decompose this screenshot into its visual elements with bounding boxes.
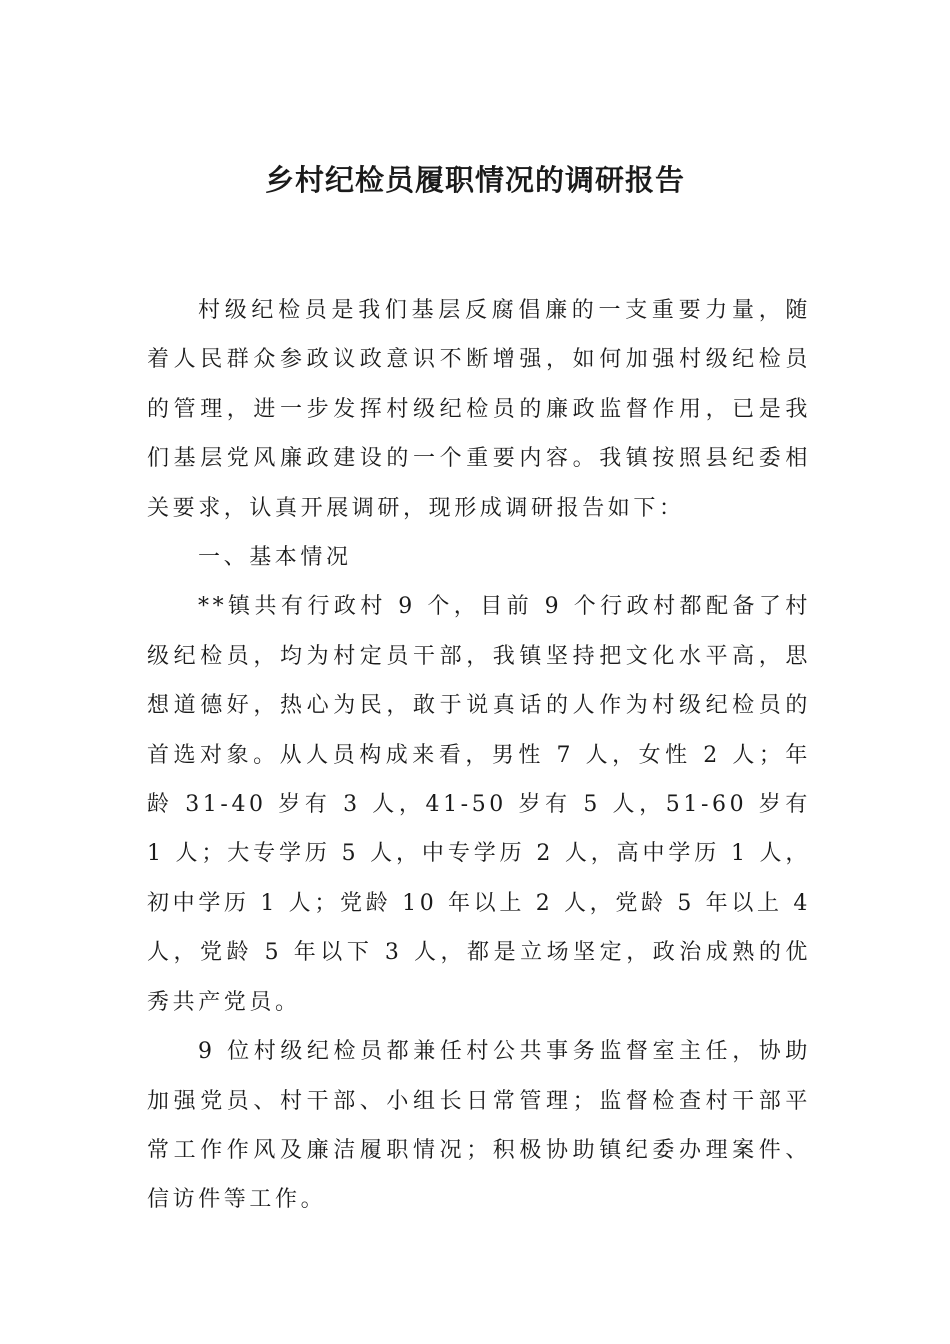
paragraph-duties: 9 位村级纪检员都兼任村公共事务监督室主任，协助加强党员、村干部、小组长日常管理；监督检查村干部平常工作作风及廉洁履职情况；积极协助镇纪委办理案件、信访件等工作。 [147, 1039, 811, 1213]
section-heading-basic-situation: 一、基本情况 [198, 545, 352, 571]
paragraph-intro: 村级纪检员是我们基层反腐倡廉的一支重要力量，随着人民群众参政议政意识不断增强，如何加强村级纪检员的管理，进一步发挥村级纪检员的廉政监督作用，已是我们基层党风廉政建设的一个重要内容。我镇按照县纪委相关要求，认真开展调研，现形成调研报告如下： [147, 298, 811, 521]
document-body [147, 286, 811, 1225]
document-title: 乡村纪检员履职情况的调研报告 [264, 163, 685, 197]
paragraph-staff-composition: **镇共有行政村 9 个，目前 9 个行政村都配备了村级纪检员，均为村定员干部，我镇坚持把文化水平高，思想道德好，热心为民，敢于说真话的人作为村级纪检员的首选对象。从人员构成来看，男性 7 人，女性 2 人；年龄 31-40 岁有 3 人，41-50 岁有 5 人，51-60 岁有 1 人；大专学历 5 人，中专学历 2 人，高中学历 1 人，初中学历 1 人；党龄 10 年以上 2 人，党龄 5 年以上 4 人，党龄 5 年以下 3 人，都是立场坚定，政治成熟的优秀共产党员。 [147, 594, 811, 1015]
